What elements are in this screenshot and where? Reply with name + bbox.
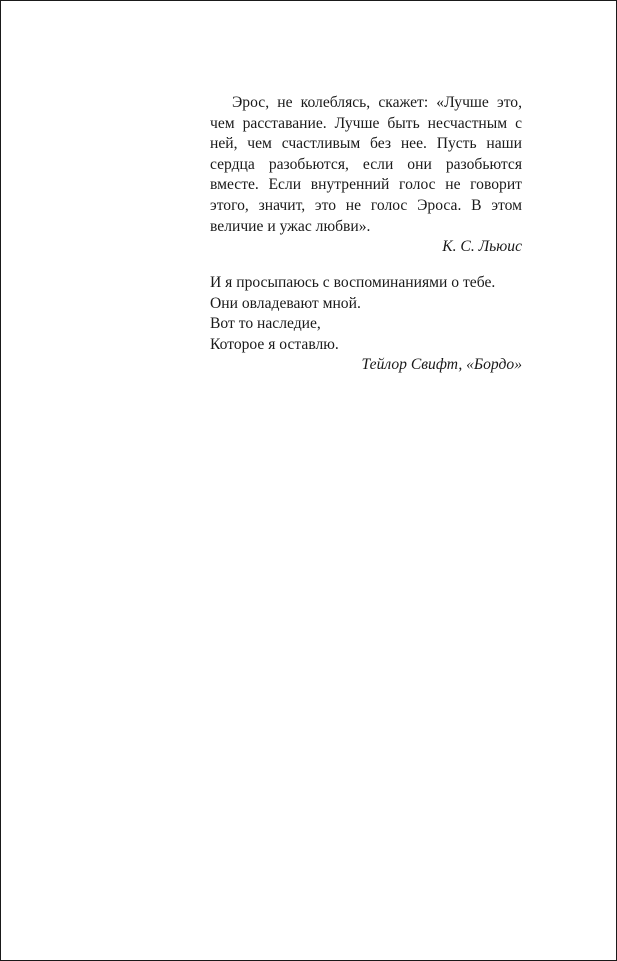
epigraph-lewis	[210, 93, 522, 258]
epigraph-attribution: Тейлор Свифт, «Бордо»	[361, 356, 522, 374]
epigraph-swift	[210, 273, 522, 376]
verse-line: Которое я оставлю.	[210, 335, 339, 353]
epigraph-quote: Эрос, не колеблясь, скажет: «Лучше это, чем расставание. Лучше быть несчастным с ней, чем счастливым без нее. Пусть наши сердца разобьются, если они разобьются вместе. Если внутренний голос не говорит этого, значит, это не голос Эроса. В этом величие и ужас любви».	[210, 94, 522, 235]
epigraph-attribution: К. С. Льюис	[442, 238, 522, 256]
verse-line: Они овладевают мной.	[210, 294, 361, 312]
verse-line: Вот то наследие,	[210, 315, 321, 333]
verse-line: И я просыпаюсь с воспоминаниями о тебе.	[210, 274, 496, 291]
